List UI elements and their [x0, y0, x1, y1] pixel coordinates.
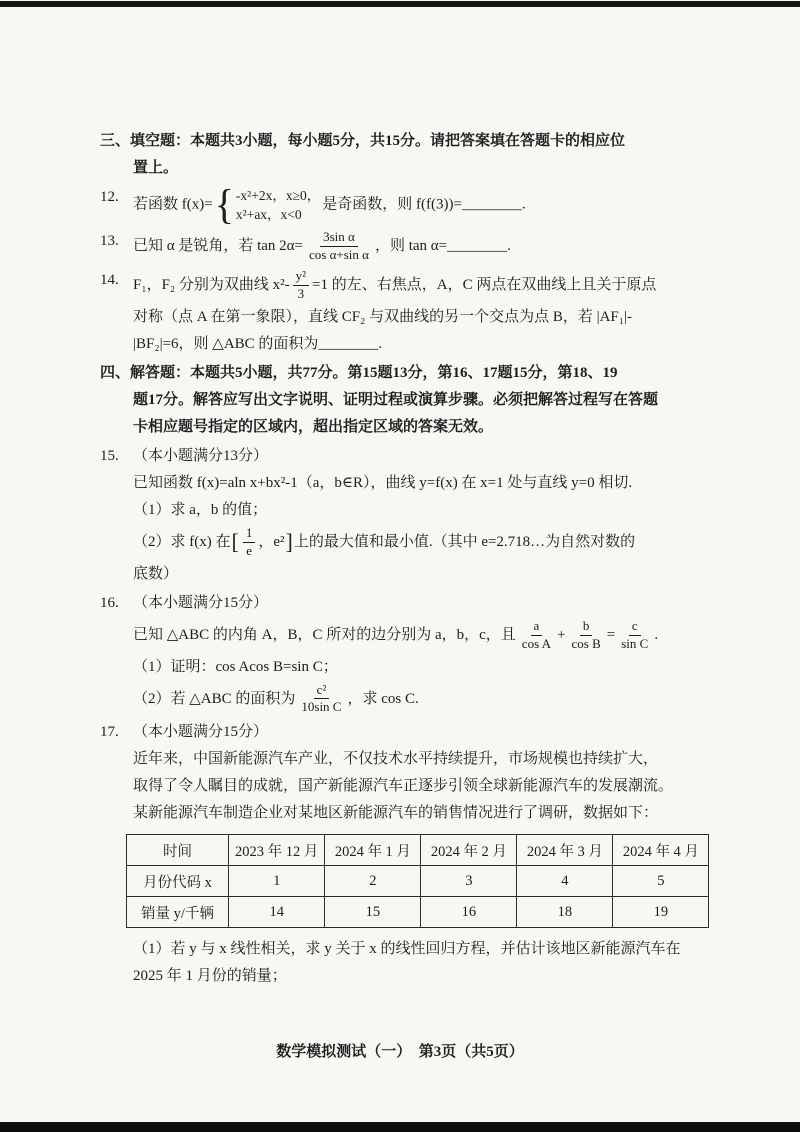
q14-fraction-denominator: 3: [297, 285, 305, 301]
question-14-line-3: |BF₂|=6，则 △ABC 的面积为________.: [133, 335, 383, 352]
question-15-part-2: [133, 524, 715, 561]
question-15-score-note: （本小题满分13分）: [133, 447, 269, 464]
q12-case-top: -x²+2x，x≥0，: [235, 188, 321, 203]
q15-text-pre: （2）求 f(x) 在: [133, 533, 231, 550]
scan-edge-top: [0, 1, 800, 7]
table-row-time: [127, 835, 709, 866]
q16-text-post: .: [654, 626, 659, 643]
q14-text-post: =1 的左、右焦点，A，C 两点在双曲线上且关于原点: [312, 276, 657, 293]
question-15-line-4: 底数）: [133, 565, 179, 582]
question-16-body: [133, 590, 715, 718]
table-cell: 16: [421, 897, 517, 928]
table-cell: 4: [517, 866, 613, 897]
question-14-body: [133, 267, 715, 358]
question-13-body: [133, 228, 715, 265]
question-15-part-1: （1）求 a，b 的值；: [133, 501, 268, 518]
section-answer-heading-line-3: 卡相应题号指定的区域内，超出指定区域的答案无效。: [133, 418, 494, 435]
question-13-line: [133, 228, 715, 265]
question-17-part-1-line-2: 2025 年 1 月份的销量；: [133, 968, 287, 985]
table-cell: 1: [229, 866, 325, 897]
question-15: [100, 443, 715, 588]
question-17-score-note: （本小题满分15分）: [133, 724, 269, 741]
section-answer-heading: [100, 360, 715, 441]
question-15-body: [133, 443, 715, 588]
question-16-line-1: [133, 617, 715, 654]
q14-fraction: [293, 269, 309, 302]
table-cell: 2024 年 2 月: [421, 835, 517, 866]
table-cell: 2023 年 12 月: [229, 835, 325, 866]
q16-fraction-4-denominator: 10sin C: [301, 699, 342, 715]
section-fill-in-heading-line-2: 置上。: [133, 160, 179, 176]
table-cell: 2: [325, 866, 421, 897]
table-cell: 月份代码 x: [127, 866, 229, 897]
table-cell: 19: [613, 897, 709, 928]
section-answer-heading-line-1: 四、解答题：本题共5小题，共77分。第15题13分，第16、17题15分，第18、19: [100, 364, 618, 381]
left-bracket: [: [231, 529, 239, 555]
table-cell: 时间: [127, 835, 229, 866]
question-16: [100, 590, 715, 718]
q13-fraction: [306, 230, 372, 263]
q15-fraction: [243, 526, 256, 559]
question-17: [100, 719, 715, 990]
q15-text-post: 上的最大值和最小值.（其中 e=2.718…为自然对数的: [293, 533, 636, 550]
q16-fraction-3: [618, 619, 651, 652]
question-17-body: [133, 719, 715, 990]
q16-fraction-2-denominator: cos B: [571, 635, 601, 651]
q16-fraction-4-numerator: c²: [314, 683, 330, 700]
q16-fraction-1-denominator: cos A: [521, 635, 552, 651]
q12-text-pre: 若函数 f(x)=: [133, 196, 213, 213]
question-16-score-note: （本小题满分15分）: [133, 594, 269, 611]
question-14-line-2: 对称（点 A 在第一象限），直线 CF₂ 与双曲线的另一个交点为点 B，若 |AF₁|-: [133, 308, 632, 325]
q16-fraction-2: [569, 619, 604, 652]
table-row-sales: [127, 897, 709, 928]
q16-fraction-1-numerator: a: [531, 619, 543, 636]
question-17-paragraph-line-3: 某新能源汽车制造企业对某地区新能源汽车的销售情况进行了调研，数据如下：: [133, 805, 659, 822]
plus-sign: +: [557, 626, 566, 643]
question-17-paragraph-line-2: 取得了令人瞩目的成就，国产新能源汽车正逐步引领全球新能源汽车的发展潮流。: [133, 778, 674, 795]
q14-fraction-numerator: y²: [293, 269, 309, 286]
left-brace: {: [214, 180, 234, 229]
q14-text-pre: F₁，F₂ 分别为双曲线 x²-: [133, 276, 290, 293]
question-12: [100, 180, 715, 229]
question-14: [100, 267, 715, 358]
table-cell: 销量 y/千辆: [127, 897, 229, 928]
q13-fraction-denominator: cos α+sin α: [309, 246, 369, 262]
table-row-month-code: [127, 866, 709, 897]
q16-fraction-3-numerator: c: [629, 619, 641, 636]
q12-case-bottom: x²+ax，x<0: [235, 207, 302, 222]
question-17-part-1-line-1: （1）若 y 与 x 线性相关，求 y 关于 x 的线性回归方程，并估计该地区新能源汽车在: [133, 941, 681, 958]
q12-piecewise-function: [214, 180, 321, 229]
question-16-part-1: （1）证明：cos Acos B=sin C；: [133, 658, 338, 675]
question-12-body: [133, 180, 715, 229]
q16-part2-post: ，求 cos C.: [347, 690, 419, 707]
q15-fraction-numerator: 1: [243, 526, 256, 543]
q16-part2-pre: （2）若 △ABC 的面积为: [133, 690, 296, 707]
question-13: [100, 228, 715, 265]
table-cell: 3: [421, 866, 517, 897]
table-cell: 2024 年 4 月: [613, 835, 709, 866]
table-cell: 5: [613, 866, 709, 897]
page-footer: 数学模拟测试（一） 第3页（共5页）: [276, 1044, 524, 1060]
right-bracket: ]: [285, 529, 293, 555]
q16-fraction-2-numerator: b: [580, 619, 593, 636]
question-12-number: 12.: [100, 189, 119, 205]
sales-data-table: [126, 834, 709, 928]
table-cell: 2024 年 3 月: [517, 835, 613, 866]
question-14-line-1: [133, 267, 715, 304]
table-cell: 18: [517, 897, 613, 928]
section-answer-heading-line-2: 题17分。解答应写出文字说明、证明过程或演算步骤。必须把解答过程写在答题: [133, 391, 659, 408]
table-cell: 15: [325, 897, 421, 928]
question-12-line: [133, 180, 715, 229]
table-cell: 2024 年 1 月: [325, 835, 421, 866]
q16-text-pre: 已知 △ABC 的内角 A，B，C 所对的边分别为 a，b，c，且: [133, 626, 516, 643]
q15-fraction-denominator: e: [246, 542, 252, 558]
question-15-number: 15.: [100, 447, 119, 464]
q13-text-post: ，则 tan α=________.: [374, 237, 511, 254]
q16-fraction-4: [298, 683, 344, 716]
q13-text-pre: 已知 α 是锐角，若 tan 2α=: [133, 237, 304, 254]
scan-edge-bottom: [0, 1122, 800, 1132]
question-14-number: 14.: [100, 271, 119, 288]
q15-interval-rest: ，e²: [258, 533, 285, 550]
q16-fraction-3-denominator: sin C: [621, 635, 649, 651]
section-fill-in-heading-line-1: 三、填空题：本题共3小题，每小题5分，共15分。请把答案填在答题卡的相应位: [100, 133, 626, 149]
q13-fraction-numerator: 3sin α: [320, 230, 358, 247]
question-16-part-2: [133, 681, 715, 718]
question-17-paragraph-line-1: 近年来，中国新能源汽车产业，不仅技术水平持续提升，市场规模也持续扩大，: [133, 751, 659, 768]
equals-sign: =: [606, 626, 616, 643]
q12-case-column: [236, 186, 320, 224]
page-content: [100, 128, 715, 992]
question-17-number: 17.: [100, 724, 119, 741]
question-16-number: 16.: [100, 594, 119, 611]
q16-fraction-1: [519, 619, 554, 652]
section-fill-in-heading: [100, 128, 715, 182]
table-cell: 14: [229, 897, 325, 928]
question-13-number: 13.: [100, 233, 119, 249]
q12-text-post: 是奇函数，则 f(f(3))=________.: [322, 196, 526, 213]
question-15-line-1: 已知函数 f(x)=aln x+bx²-1（a，b∈R），曲线 y=f(x) 在 x=1 处与直线 y=0 相切.: [133, 474, 633, 491]
